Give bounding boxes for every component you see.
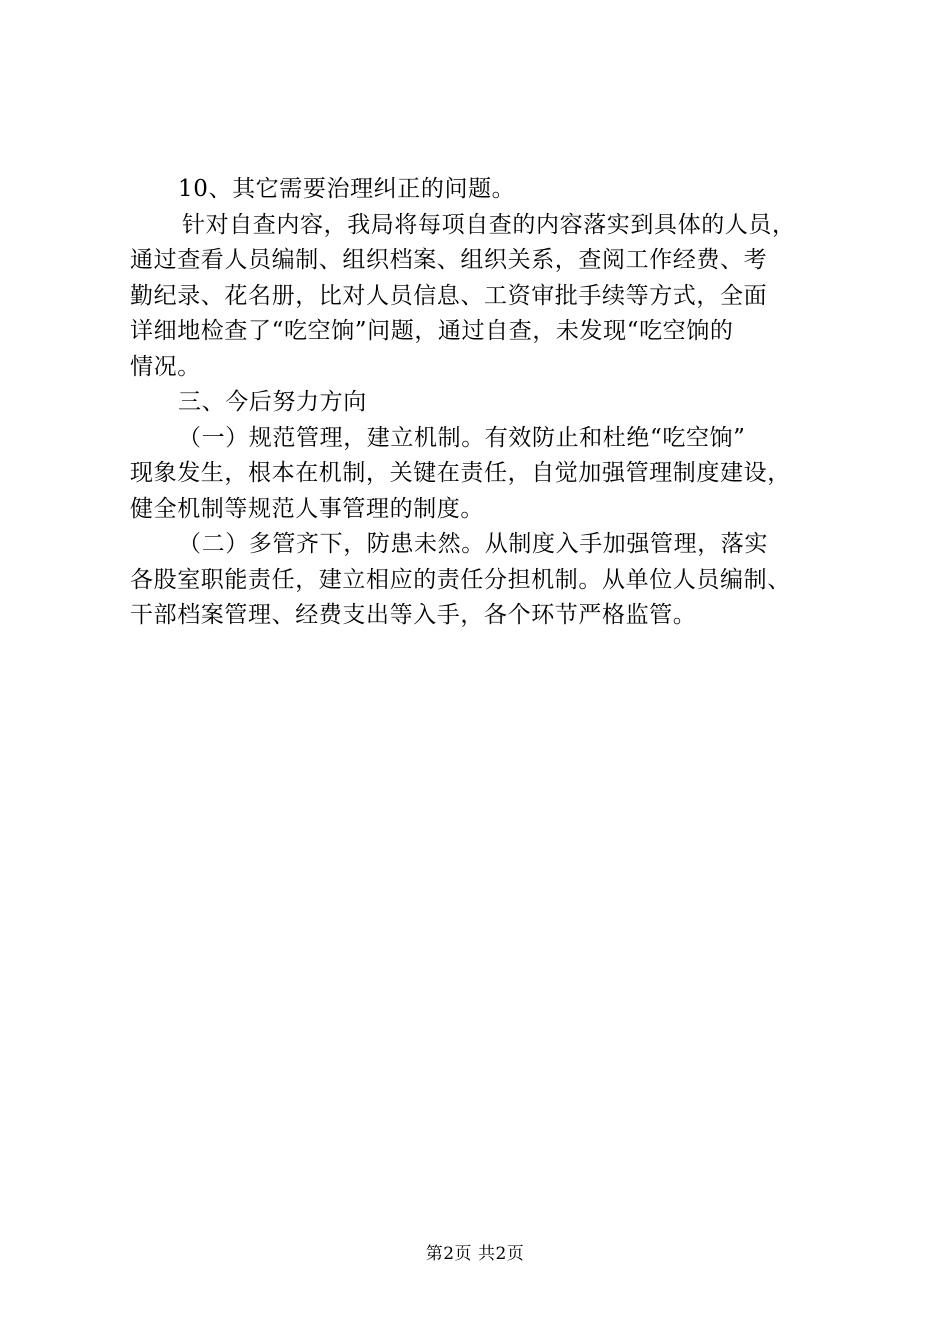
paragraph-one-line-1: （一）规范管理，建立机制。有效防止和杜绝“吃空饷”: [178, 424, 746, 451]
paragraph-one-line-3: 健全机制等规范人事管理的制度。: [130, 495, 484, 522]
document-body: [130, 172, 842, 634]
section-heading-future-direction: 三、今后努力方向: [178, 389, 367, 415]
paragraph-self-check-line-5: 情况。: [130, 353, 201, 380]
paragraph-item-10: 10、其它需要治理纠正的问题。: [178, 176, 516, 202]
paragraph-two-line-1: （二）多管齐下，防患未然。从制度入手加强管理，落实: [178, 531, 768, 557]
paragraph-self-check-line-1: 针对自查内容，我局将每项自查的内容落实到具体的人员，: [182, 211, 796, 238]
paragraph-self-check-line-3: 勤纪录、花名册，比对人员信息、工资审批手续等方式，全面: [130, 282, 768, 309]
paragraph-one-line-2: 现象发生，根本在机制，关键在责任，自觉加强管理制度建设，: [130, 460, 791, 486]
paragraph-two-line-2: 各股室职能责任，建立相应的责任分担机制。从单位人员编制、: [130, 566, 791, 593]
page-number-footer: 第2页 共2页: [425, 1244, 525, 1264]
paragraph-self-check-line-2: 通过查看人员编制、组织档案、组织关系，查阅工作经费、考: [130, 247, 768, 273]
paragraph-two-line-3: 干部档案管理、经费支出等入手，各个环节严格监管。: [130, 602, 697, 628]
paragraph-self-check-line-4: 详细地检查了“吃空饷”问题，通过自查，未发现“吃空饷的: [130, 318, 734, 344]
